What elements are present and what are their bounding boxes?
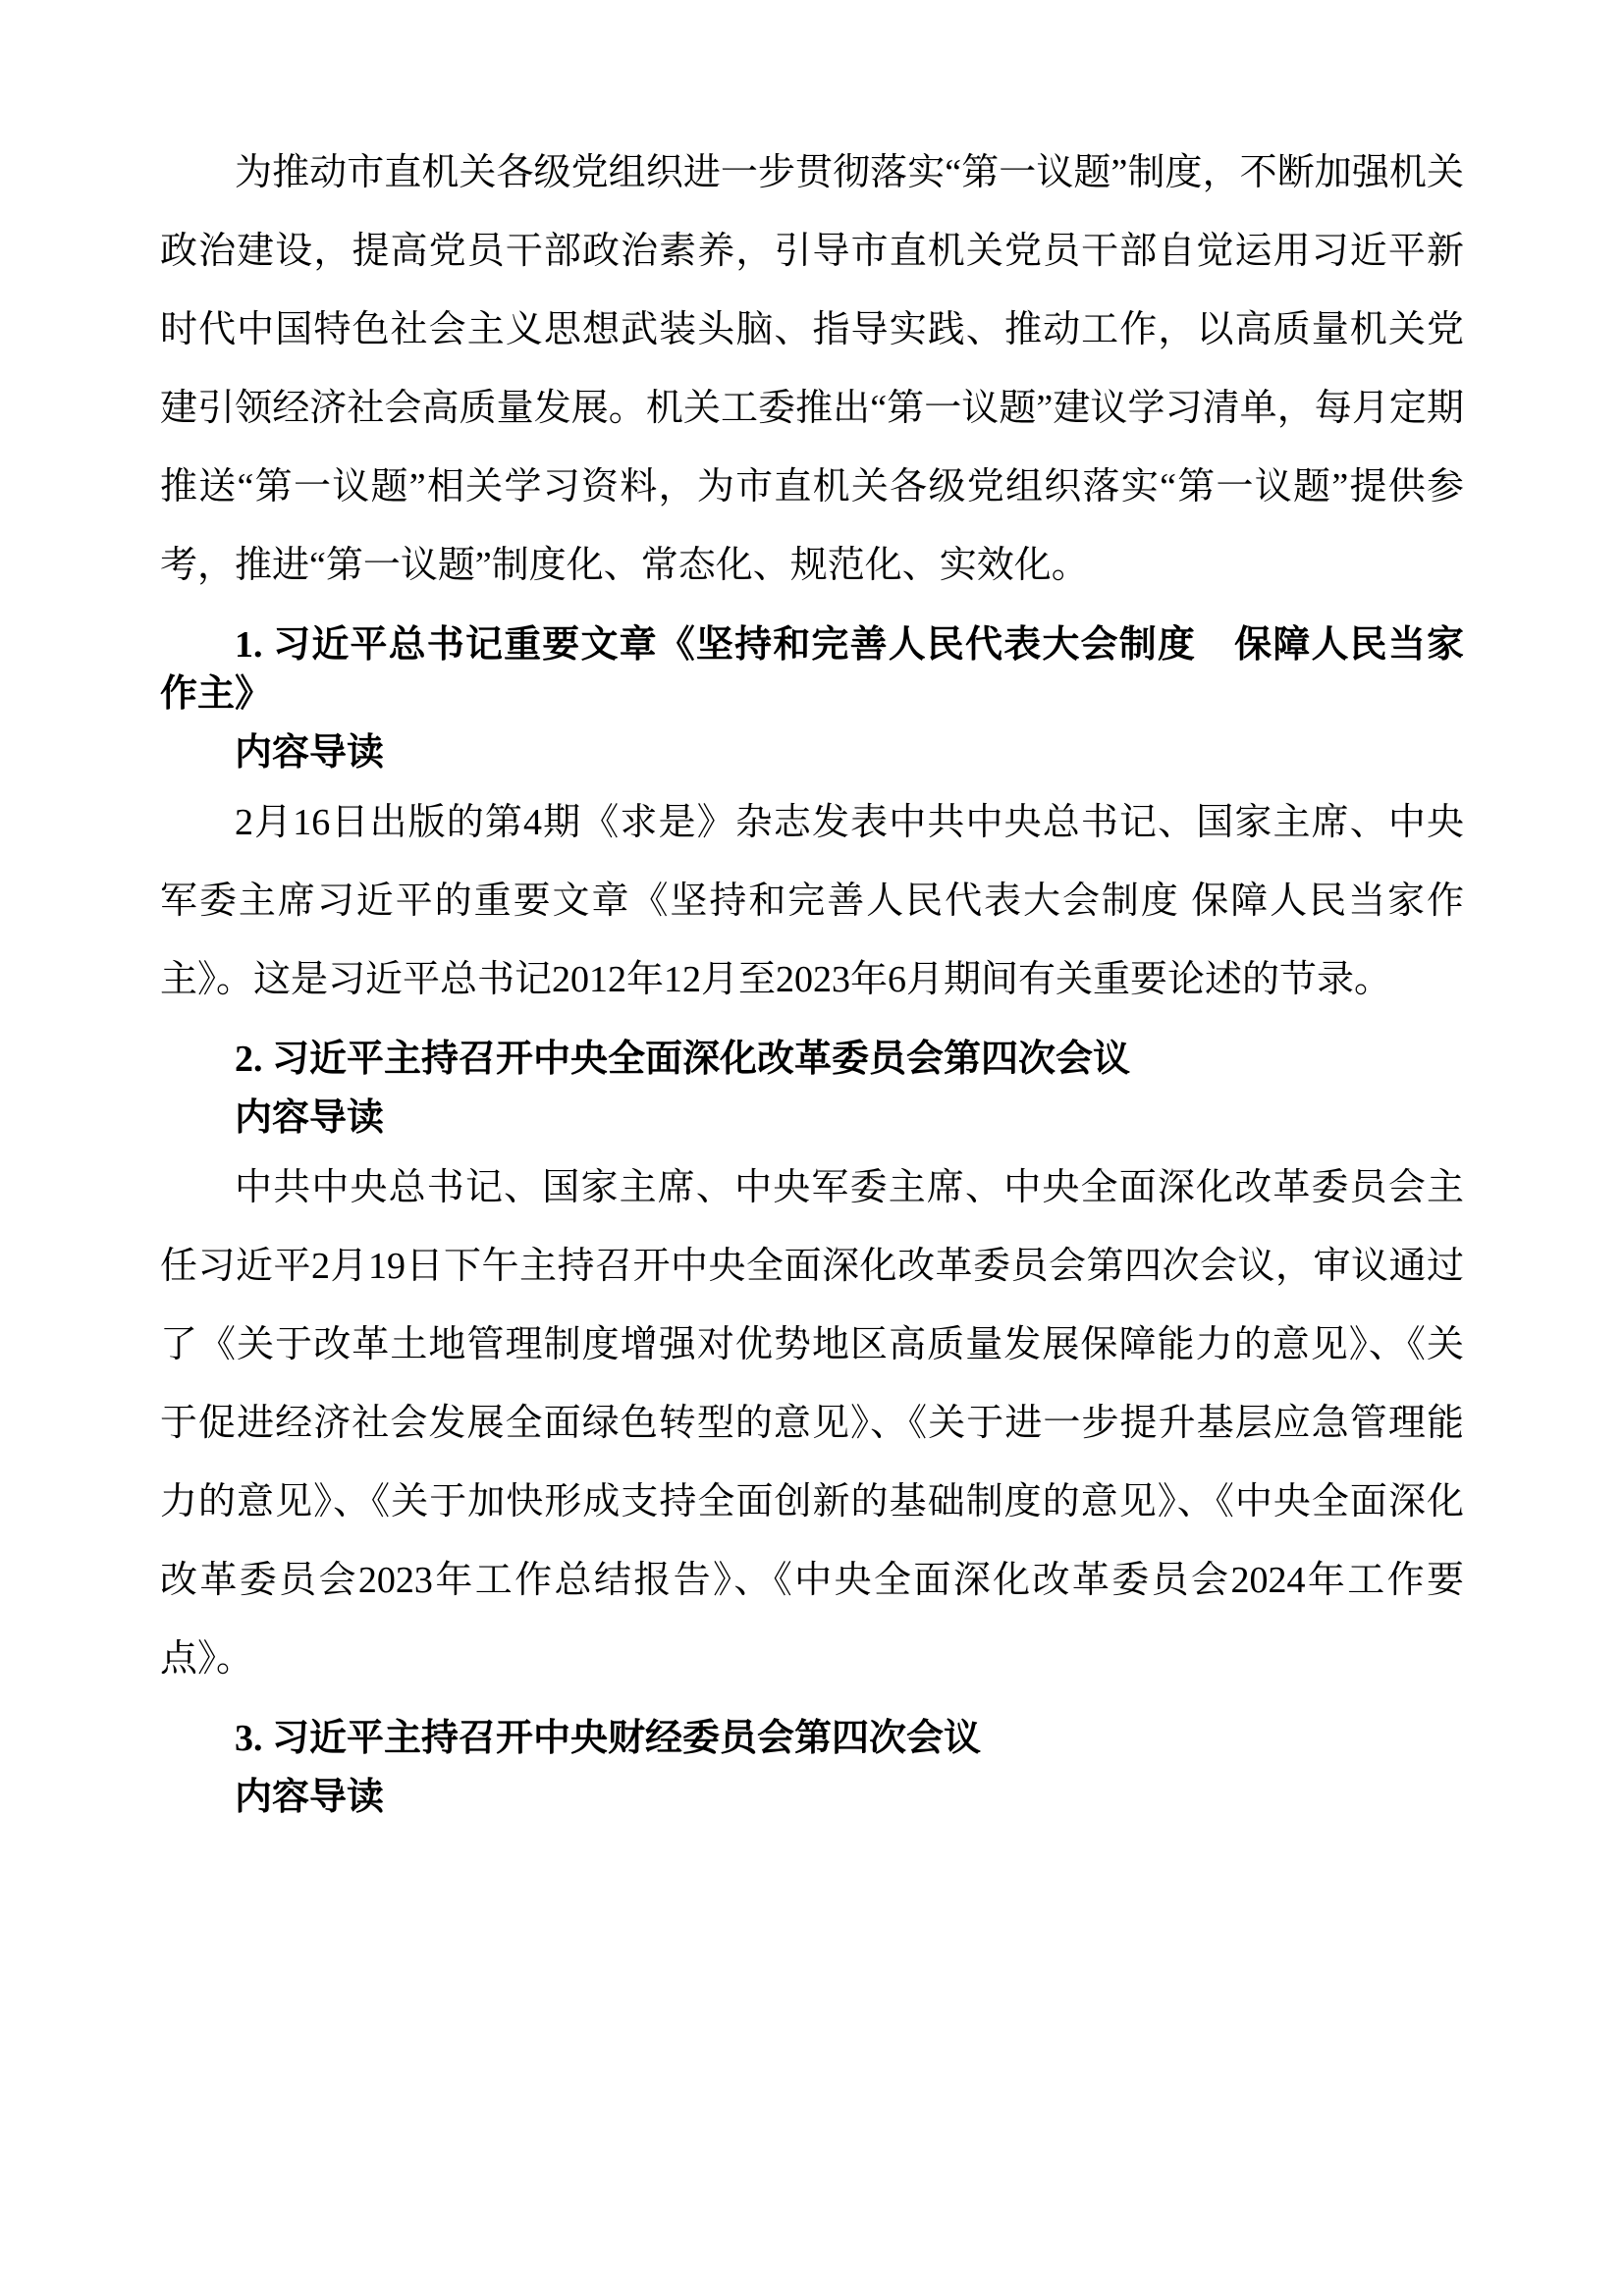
section-1-body: 2月16日出版的第4期《求是》杂志发表中共中央总书记、国家主席、中央军委主席习近平的重要文章《坚持和完善人民代表大会制度 保障人民当家作主》。这是习近平总书记2012年12月至2023年6月期间有关重要论述的节录。 [160,802,1464,1000]
section-3-reading-guide-label: 内容导读 [235,1777,385,1818]
section-1-heading: 1. 习近平总书记重要文章《坚持和完善人民代表大会制度 保障人民当家作主》 [160,624,1464,715]
section-2-body: 中共中央总书记、国家主席、中央军委主席、中央全面深化改革委员会主任习近平2月19日下午主持召开中央全面深化改革委员会第四次会议，审议通过了《关于改革土地管理制度增强对优势地区高质量发展保障能力的意见》、《关于促进经济社会发展全面绿色转型的意见》、《关于进一步提升基层应急管理能力的意见》、《关于加快形成支持全面创新的基础制度的意见》、《中央全面深化改革委员会2023年工作总结报告》、《中央全面深化改革委员会2024年工作要点》。 [160,1167,1464,1680]
section-3-heading: 3. 习近平主持召开中央财经委员会第四次会议 [235,1718,982,1759]
section-2-reading-guide-label: 内容导读 [235,1097,385,1139]
section-1-reading-guide-label: 内容导读 [235,732,385,774]
section-2-heading: 2. 习近平主持召开中央全面深化改革委员会第四次会议 [235,1039,1131,1080]
intro-paragraph: 为推动市直机关各级党组织进一步贯彻落实“第一议题”制度，不断加强机关政治建设，提高党员干部政治素养，引导市直机关党员干部自觉运用习近平新时代中国特色社会主义思想武装头脑、指导实践、推动工作，以高质量机关党建引领经济社会高质量发展。机关工委推出“第一议题”建议学习清单，每月定期推送“第一议题”相关学习资料，为市直机关各级党组织落实“第一议题”提供参考，推进“第一议题”制度化、常态化、规范化、实效化。 [160,152,1464,586]
